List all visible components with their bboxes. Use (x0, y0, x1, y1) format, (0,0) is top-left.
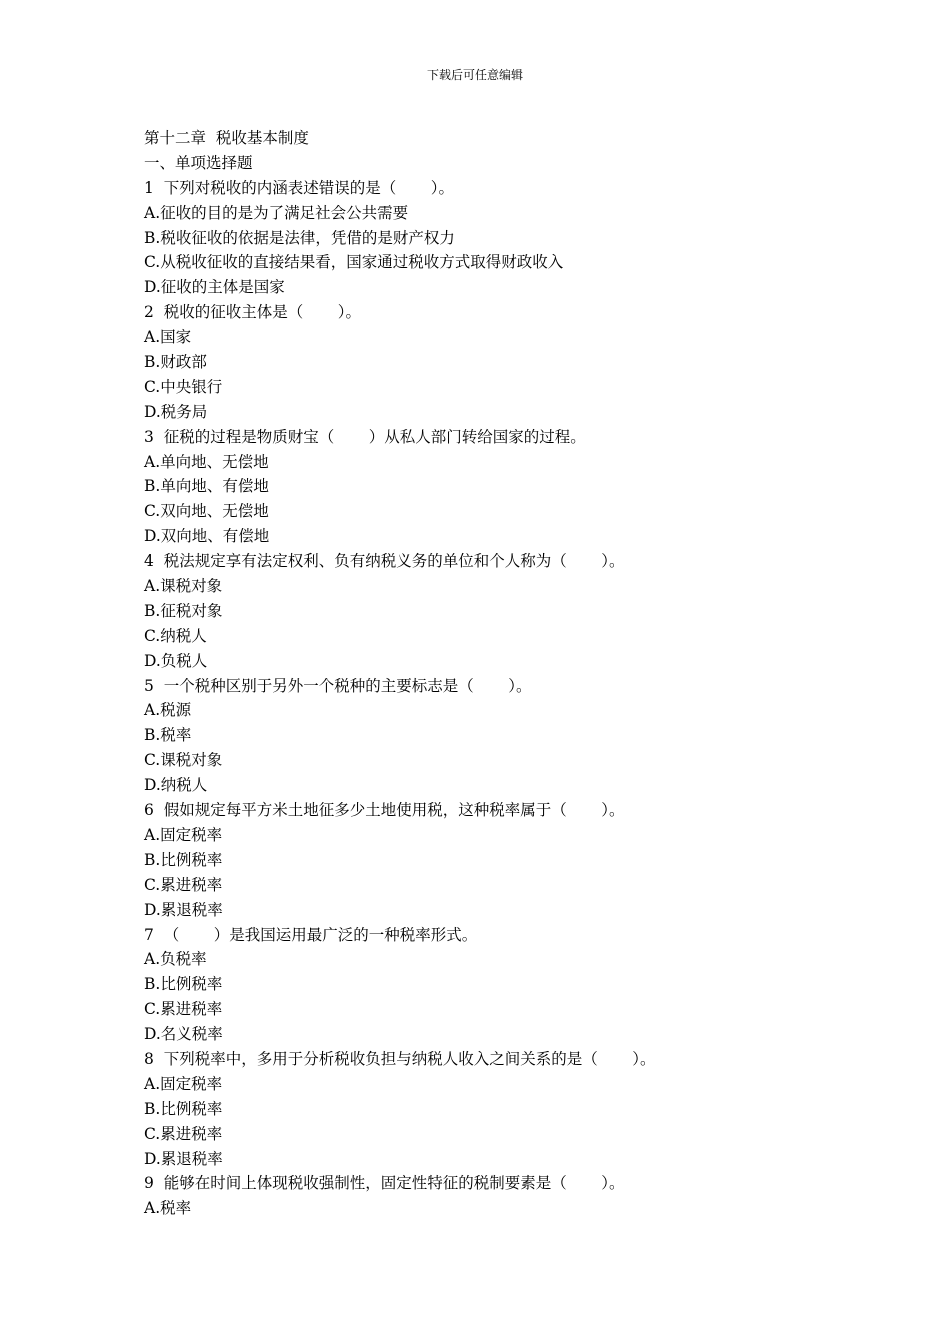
answer-option: C.累进税率 (144, 875, 223, 894)
answer-option: D.累退税率 (144, 900, 223, 919)
document-body (144, 126, 844, 1221)
question-text: 2 税收的征收主体是（ ）。 (144, 303, 361, 322)
answer-option: A.国家 (144, 328, 192, 347)
answer-option: A.税率 (144, 1199, 192, 1218)
question-text: 9 能够在时间上体现税收强制性，固定性特征的税制要素是（ ）。 (144, 1174, 625, 1193)
answer-option: A.固定税率 (144, 1074, 223, 1093)
answer-option: A.固定税率 (144, 825, 223, 844)
question-text: 3 征税的过程是物质财宝（ ）从私人部门转给国家的过程。 (144, 427, 586, 446)
answer-option: B.征税对象 (144, 601, 223, 620)
question-text: 8 下列税率中，多用于分析税收负担与纳税人收入之间关系的是（ ）。 (144, 1049, 656, 1068)
answer-option: D.征收的主体是国家 (144, 278, 285, 297)
answer-option: B.税率 (144, 726, 192, 745)
answer-option: B.比例税率 (144, 850, 223, 869)
answer-option: D.名义税率 (144, 1025, 223, 1044)
answer-option: C.纳税人 (144, 626, 207, 645)
answer-option: A.课税对象 (144, 577, 223, 596)
answer-option: C.中央银行 (144, 377, 223, 396)
answer-option: B.单向地、有偿地 (144, 477, 269, 496)
answer-option: C.双向地、无偿地 (144, 502, 269, 521)
question-text: 4 税法规定享有法定权利、负有纳税义务的单位和个人称为（ ）。 (144, 552, 625, 571)
answer-option: D.累退税率 (144, 1149, 223, 1168)
answer-option: B.财政部 (144, 353, 207, 372)
answer-option: B.比例税率 (144, 1099, 223, 1118)
answer-option: C.课税对象 (144, 751, 223, 770)
answer-option: D.纳税人 (144, 776, 208, 795)
answer-option: A.单向地、无偿地 (144, 452, 269, 471)
answer-option: A.负税率 (144, 950, 207, 969)
answer-option: C.从税收征收的直接结果看，国家通过税收方式取得财政收入 (144, 253, 564, 272)
answer-option: D.负税人 (144, 651, 208, 670)
answer-option: D.税务局 (144, 402, 208, 421)
answer-option: B.税收征收的依据是法律，凭借的是财产权力 (144, 228, 455, 247)
answer-option: A.税源 (144, 701, 192, 720)
answer-option: B.比例税率 (144, 975, 223, 994)
answer-option: D.双向地、有偿地 (144, 527, 270, 546)
answer-option: C.累进税率 (144, 1124, 223, 1143)
answer-option: C.累进税率 (144, 1000, 223, 1019)
question-text: 6 假如规定每平方米土地征多少土地使用税，这种税率属于（ ）。 (144, 801, 625, 820)
question-text: 1 下列对税收的内涵表述错误的是（ ）。 (144, 178, 454, 197)
section-heading: 一、单项选择题 (144, 153, 253, 172)
question-text: 5 一个税种区别于另外一个税种的主要标志是（ ）。 (144, 676, 532, 695)
page-header: 下载后可任意编辑 (426, 68, 523, 82)
answer-option: A.征收的目的是为了满足社会公共需要 (144, 203, 409, 222)
question-text: 7 （ ）是我国运用最广泛的一种税率形式。 (144, 925, 478, 944)
chapter-title: 第十二章 税收基本制度 (144, 129, 309, 147)
